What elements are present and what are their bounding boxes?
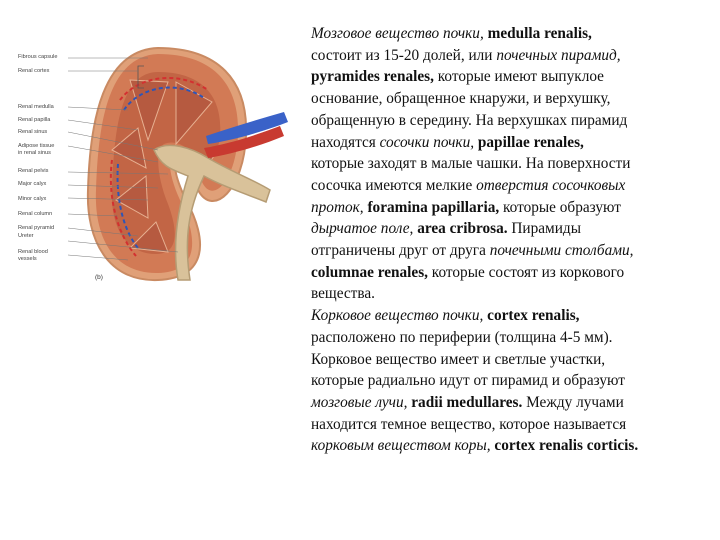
- figure-caption: (b): [95, 274, 103, 281]
- russian-term: корковым веществом коры,: [311, 437, 491, 455]
- text-line: [311, 240, 711, 262]
- text-line: [311, 175, 711, 197]
- text-line: [311, 197, 711, 219]
- label-adipose-tissue: Adipose tissue: [18, 143, 55, 149]
- russian-term: мозговые лучи,: [311, 393, 408, 411]
- russian-term: Мозговое вещество почки,: [311, 25, 484, 42]
- text-line: [311, 349, 711, 371]
- label-renal-column: Renal column: [18, 211, 53, 217]
- text-line: [311, 392, 711, 414]
- kidney-figure: [8, 40, 298, 290]
- text-segment: обращенную в середину. На верхушках пирамид: [311, 111, 628, 129]
- latin-term: papillae renales,: [474, 133, 584, 151]
- russian-term: проток,: [311, 198, 364, 216]
- text-line: [311, 23, 711, 45]
- text-line: [311, 435, 711, 457]
- text-segment: находится темное вещество, которое называется: [311, 415, 627, 433]
- label-renal-pelvis: Renal pelvis: [18, 168, 49, 174]
- text-segment: Пирамиды: [507, 220, 581, 238]
- russian-term: сосочки почки,: [379, 133, 475, 151]
- text-line: [311, 283, 711, 305]
- text-line: [311, 45, 711, 67]
- latin-term: medulla renalis,: [483, 25, 592, 42]
- label-renal-cortex: Renal cortex: [18, 68, 50, 74]
- anatomy-labels: [8, 40, 88, 290]
- text-line: [311, 132, 711, 154]
- russian-term: почечными столбами,: [489, 242, 634, 260]
- label-fibrous-capsule: Fibrous capsule: [18, 54, 58, 60]
- text-line: [311, 370, 711, 392]
- latin-term: columnae renales,: [311, 263, 428, 281]
- text-line: [311, 262, 711, 284]
- text-line: [311, 153, 711, 175]
- latin-term: radii medullares.: [407, 393, 523, 411]
- latin-term: cortex renalis corticis.: [490, 437, 639, 455]
- latin-term: area cribrosa.: [413, 220, 508, 238]
- text-segment: которые состоят из коркового: [427, 263, 625, 281]
- text-line: [311, 414, 711, 436]
- text-line: [311, 218, 711, 240]
- text-segment: Корковое вещество имеет и светлые участки,: [311, 350, 606, 368]
- russian-term: дырчатое поле,: [311, 220, 414, 238]
- russian-term: Корковое вещество почки,: [311, 307, 484, 325]
- text-segment: сосочка имеются мелкие: [311, 176, 477, 194]
- latin-term: pyramides renales,: [311, 68, 434, 86]
- text-segment: основание, обращенное кнаружи, и верхушку,: [311, 90, 611, 108]
- text-segment: вещества.: [311, 285, 375, 303]
- label-renal-sinus: Renal sinus: [18, 129, 48, 135]
- text-line: [311, 327, 711, 349]
- text-segment: которые радиально идут от пирамид и образуют: [311, 372, 625, 390]
- label-renal-medulla: Renal medulla: [18, 104, 54, 110]
- label-renal-papilla: Renal papilla: [18, 117, 51, 123]
- label-renal-pyramid: Renal pyramid: [18, 225, 55, 231]
- description-text: [311, 23, 711, 457]
- latin-term: foramina papillaria,: [363, 198, 500, 216]
- label-ureter: Ureter: [18, 233, 34, 239]
- text-segment: расположено по периферии (толщина 4-5 мм).: [311, 328, 613, 346]
- russian-term: отверстия сосочковых: [476, 176, 626, 194]
- russian-term: почечных пирамид,: [496, 46, 621, 64]
- label-minor-calyx: Minor calyx: [18, 196, 47, 202]
- text-segment: которые образуют: [499, 198, 621, 216]
- text-segment: Между лучами: [522, 393, 624, 411]
- text-line: [311, 66, 711, 88]
- text-segment: которые имеют выпуклое: [433, 68, 604, 86]
- text-segment: отграничены друг от друга: [311, 242, 490, 260]
- label-renal-blood: Renal blood: [18, 249, 48, 255]
- text-line: [311, 88, 711, 110]
- label-adipose-tissue-2: in renal sinus: [18, 150, 51, 156]
- text-segment: состоит из 15-20 долей, или: [311, 46, 497, 64]
- label-major-calyx: Major calyx: [18, 181, 47, 187]
- text-segment: которые заходят в малые чашки. На поверхности: [311, 155, 631, 173]
- text-line: [311, 305, 711, 327]
- label-vessels: vessels: [18, 256, 37, 262]
- latin-term: cortex renalis,: [483, 307, 580, 325]
- text-segment: находятся: [311, 133, 380, 151]
- text-line: [311, 110, 711, 132]
